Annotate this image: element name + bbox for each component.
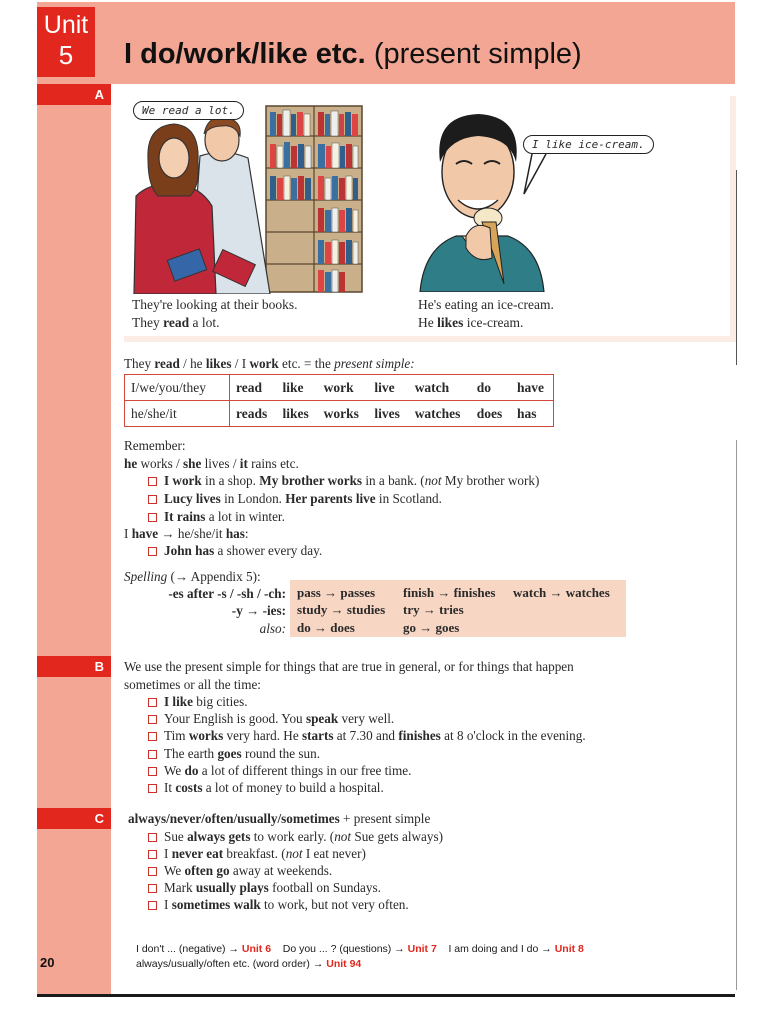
table-cell: likes xyxy=(277,401,318,427)
xref-text: Do you ... ? (questions) → xyxy=(282,943,408,955)
ex-italic: not xyxy=(334,829,352,844)
section-a-tab: A xyxy=(37,84,111,105)
ex-bold: goes xyxy=(217,746,242,761)
xref-link-unit-7[interactable]: Unit 7 xyxy=(407,943,437,955)
margin-band xyxy=(37,2,111,996)
section-c-heading-text: + present simple xyxy=(339,811,431,826)
intro-t3: / I xyxy=(231,356,250,371)
have-line xyxy=(124,525,249,543)
title-sub: (present simple) xyxy=(373,38,582,70)
right-rule-lower xyxy=(736,440,737,990)
ex-text: a lot of different things in our free time. xyxy=(198,763,412,778)
ex-text: → he/she/it xyxy=(158,526,226,541)
bullet-icon xyxy=(148,850,157,859)
caption-right-pre: He xyxy=(418,315,438,330)
table-cell: watch xyxy=(414,379,450,395)
caption-right-post: ice-cream. xyxy=(463,315,524,330)
bullet-icon xyxy=(148,833,157,842)
ex-text: in London. xyxy=(220,491,286,506)
table-cell: reads xyxy=(230,401,277,427)
remember-line xyxy=(124,455,299,473)
example-item xyxy=(148,879,381,897)
caption-left-line1: They're looking at their books. xyxy=(132,297,298,312)
section-c-tab: C xyxy=(37,808,111,829)
ex-bold: sometimes walk xyxy=(171,897,261,912)
ex-bold: Her parents live xyxy=(285,491,376,506)
title-main: I do/work/like etc. xyxy=(124,38,366,70)
example-item xyxy=(148,710,394,728)
spelling-text: (→ Appendix 5): xyxy=(167,569,261,584)
ex-text: in Scotland. xyxy=(375,491,442,506)
caption-right-bold: likes xyxy=(437,315,464,330)
ex-text: a lot in winter. xyxy=(205,509,285,524)
ex-text: Mark xyxy=(164,880,196,895)
intro-b3: work xyxy=(249,356,279,371)
xref-text: I am doing and I do → xyxy=(448,943,555,955)
xref-link-unit-8[interactable]: Unit 8 xyxy=(554,943,584,955)
intro-i1: present simple: xyxy=(334,356,415,371)
ex-text: We xyxy=(164,763,185,778)
ex-bold: always gets xyxy=(187,829,251,844)
spelling-example: pass → passes xyxy=(297,585,376,600)
rem-t3: rains etc. xyxy=(247,456,299,471)
bullet-icon xyxy=(148,750,157,759)
ex-text: My brother work) xyxy=(441,473,540,488)
table-cell: works xyxy=(318,401,369,427)
intro-t2: / he xyxy=(179,356,206,371)
remember-heading: Remember: xyxy=(124,438,186,453)
xref-text: always/usually/often etc. (word order) → xyxy=(136,958,327,970)
page-title xyxy=(124,38,582,71)
ex-bold: do xyxy=(184,763,199,778)
rem-b2: she xyxy=(182,456,202,471)
spelling-example: study → studies xyxy=(297,602,386,617)
xref-text: I don't ... (negative) → xyxy=(136,943,242,955)
spelling-example: try → tries xyxy=(403,602,464,617)
bullet-icon xyxy=(148,901,157,910)
example-item xyxy=(148,896,409,914)
example-item xyxy=(148,745,320,763)
ex-text: I eat never) xyxy=(302,846,366,861)
table-cell: does xyxy=(471,401,511,427)
bullet-icon xyxy=(148,513,157,522)
ex-text: I xyxy=(164,897,172,912)
rem-t2: lives / xyxy=(201,456,240,471)
spelling-rule: -y → -ies: xyxy=(231,603,286,618)
caption-right xyxy=(418,296,554,332)
ex-bold: I work xyxy=(164,473,202,488)
ex-bold: works xyxy=(188,728,224,743)
table-cell: do xyxy=(476,379,491,395)
ex-text: I xyxy=(164,846,172,861)
bullet-icon xyxy=(148,477,157,486)
ex-text: Your English is good. You xyxy=(164,711,306,726)
rem-b3: it xyxy=(239,456,248,471)
ex-text: Tim xyxy=(164,728,189,743)
ex-text: The earth xyxy=(164,746,218,761)
bullet-icon xyxy=(148,867,157,876)
xref-link-unit-94[interactable]: Unit 94 xyxy=(326,958,362,970)
ex-text: at 8 o'clock in the evening. xyxy=(440,728,586,743)
ex-bold: My brother works xyxy=(259,473,363,488)
ex-text: Sue gets always) xyxy=(351,829,443,844)
example-item xyxy=(148,472,539,490)
ex-text: I xyxy=(124,526,132,541)
ex-bold: It rains xyxy=(164,509,206,524)
ex-text: very well. xyxy=(338,711,395,726)
unit-word: Unit xyxy=(43,11,89,39)
ex-text: : xyxy=(244,526,249,541)
cross-reference-line-2 xyxy=(136,958,361,970)
ex-bold: never eat xyxy=(171,846,224,861)
example-item xyxy=(148,862,332,880)
example-item xyxy=(148,508,285,526)
section-c-heading xyxy=(128,810,430,828)
speech-bubble-tail xyxy=(520,150,560,198)
ex-text: big cities. xyxy=(192,694,248,709)
caption-left-bold: read xyxy=(163,315,190,330)
spelling-rule: -es after -s / -sh / -ch: xyxy=(168,586,286,601)
intro-b1: read xyxy=(154,356,180,371)
table-cell: has xyxy=(511,401,553,427)
ex-text: in a shop. xyxy=(201,473,260,488)
table-subject: I/we/you/they xyxy=(125,375,230,401)
caption-left-line2 xyxy=(132,314,298,332)
ex-bold: John has xyxy=(164,543,215,558)
section-b-intro-1: We use the present simple for things that are true in general, or for things that happen xyxy=(124,659,574,674)
ex-italic: not xyxy=(285,846,303,861)
ex-text: very hard. He xyxy=(223,728,302,743)
speech-bubble-right: I like ice-cream. xyxy=(523,135,654,154)
rem-b1: he xyxy=(124,456,138,471)
bullet-icon xyxy=(148,698,157,707)
section-c-heading-bold: always/never/often/usually/sometimes xyxy=(128,811,340,826)
ex-bold: often go xyxy=(184,863,230,878)
ex-bold: I like xyxy=(164,694,193,709)
spelling-example: go → goes xyxy=(403,620,460,635)
ex-text: to work, but not very often. xyxy=(260,897,409,912)
ex-text: We xyxy=(164,863,185,878)
example-item xyxy=(148,845,366,863)
table-subject: he/she/it xyxy=(125,401,230,427)
table-row xyxy=(125,375,554,401)
bullet-icon xyxy=(148,732,157,741)
spelling-italic: Spelling xyxy=(124,569,168,584)
ex-text: breakfast. ( xyxy=(223,846,286,861)
ex-bold: have xyxy=(131,526,159,541)
table-cell: lives xyxy=(368,401,408,427)
bullet-icon xyxy=(148,784,157,793)
example-item xyxy=(148,828,443,846)
example-item xyxy=(148,542,322,560)
spelling-rule: also: xyxy=(259,621,286,636)
table-cell: live xyxy=(374,379,395,395)
ex-text: It xyxy=(164,780,176,795)
example-item xyxy=(148,762,411,780)
right-rule xyxy=(736,170,737,365)
spelling-example: watch → watches xyxy=(513,585,610,600)
ex-bold: Lucy lives xyxy=(164,491,221,506)
example-item xyxy=(148,727,586,745)
ex-text: Sue xyxy=(164,829,188,844)
intro-t4: etc. = the xyxy=(278,356,335,371)
bullet-icon xyxy=(148,767,157,776)
verb-forms-table xyxy=(124,374,554,427)
intro-t1: They xyxy=(124,356,155,371)
ex-italic: not xyxy=(424,473,442,488)
intro-line xyxy=(124,355,415,373)
bullet-icon xyxy=(148,495,157,504)
ex-bold: has xyxy=(225,526,245,541)
cross-reference-line-1 xyxy=(136,943,584,955)
table-cell: have xyxy=(517,379,545,395)
ex-bold: finishes xyxy=(398,728,441,743)
caption-left xyxy=(132,296,298,332)
caption-left-pre: They xyxy=(132,315,164,330)
caption-right-line1: He's eating an ice-cream. xyxy=(418,297,554,312)
bottom-rule xyxy=(37,994,735,997)
ex-text: football on Sundays. xyxy=(268,880,381,895)
table-cell: like xyxy=(282,379,304,395)
ex-text: to work early. ( xyxy=(250,829,335,844)
caption-right-line2 xyxy=(418,314,554,332)
couple-with-books-illustration xyxy=(130,96,366,294)
section-b-tab: B xyxy=(37,656,111,677)
ex-text: at 7.30 and xyxy=(333,728,399,743)
table-cell: read xyxy=(236,379,262,395)
rem-t1: works / xyxy=(137,456,183,471)
ex-text: round the sun. xyxy=(241,746,321,761)
spelling-heading xyxy=(124,568,261,586)
ex-text: in a bank. ( xyxy=(362,473,425,488)
unit-number: 5 xyxy=(58,40,74,70)
page-number: 20 xyxy=(40,955,55,970)
ex-bold: costs xyxy=(175,780,203,795)
speech-bubble-left: We read a lot. xyxy=(133,101,244,120)
example-item xyxy=(148,779,384,797)
bullet-icon xyxy=(148,547,157,556)
ex-bold: speak xyxy=(305,711,339,726)
bullet-icon xyxy=(148,715,157,724)
table-cell: work xyxy=(323,379,354,395)
intro-b2: likes xyxy=(205,356,232,371)
xref-link-unit-6[interactable]: Unit 6 xyxy=(241,943,272,955)
bullet-icon xyxy=(148,884,157,893)
example-item xyxy=(148,693,248,711)
example-item xyxy=(148,490,442,508)
unit-badge xyxy=(37,7,95,77)
ex-text: a shower every day. xyxy=(214,543,323,558)
spelling-example: finish → finishes xyxy=(403,585,496,600)
table-cell: watches xyxy=(409,401,471,427)
ex-text: a lot of money to build a hospital. xyxy=(202,780,384,795)
caption-left-post: a lot. xyxy=(189,315,220,330)
ex-text: away at weekends. xyxy=(229,863,333,878)
table-row xyxy=(125,401,554,427)
spelling-example: do → does xyxy=(297,620,355,635)
ex-bold: usually plays xyxy=(195,880,269,895)
ex-bold: starts xyxy=(301,728,334,743)
section-b-intro-2: sometimes or all the time: xyxy=(124,677,261,692)
